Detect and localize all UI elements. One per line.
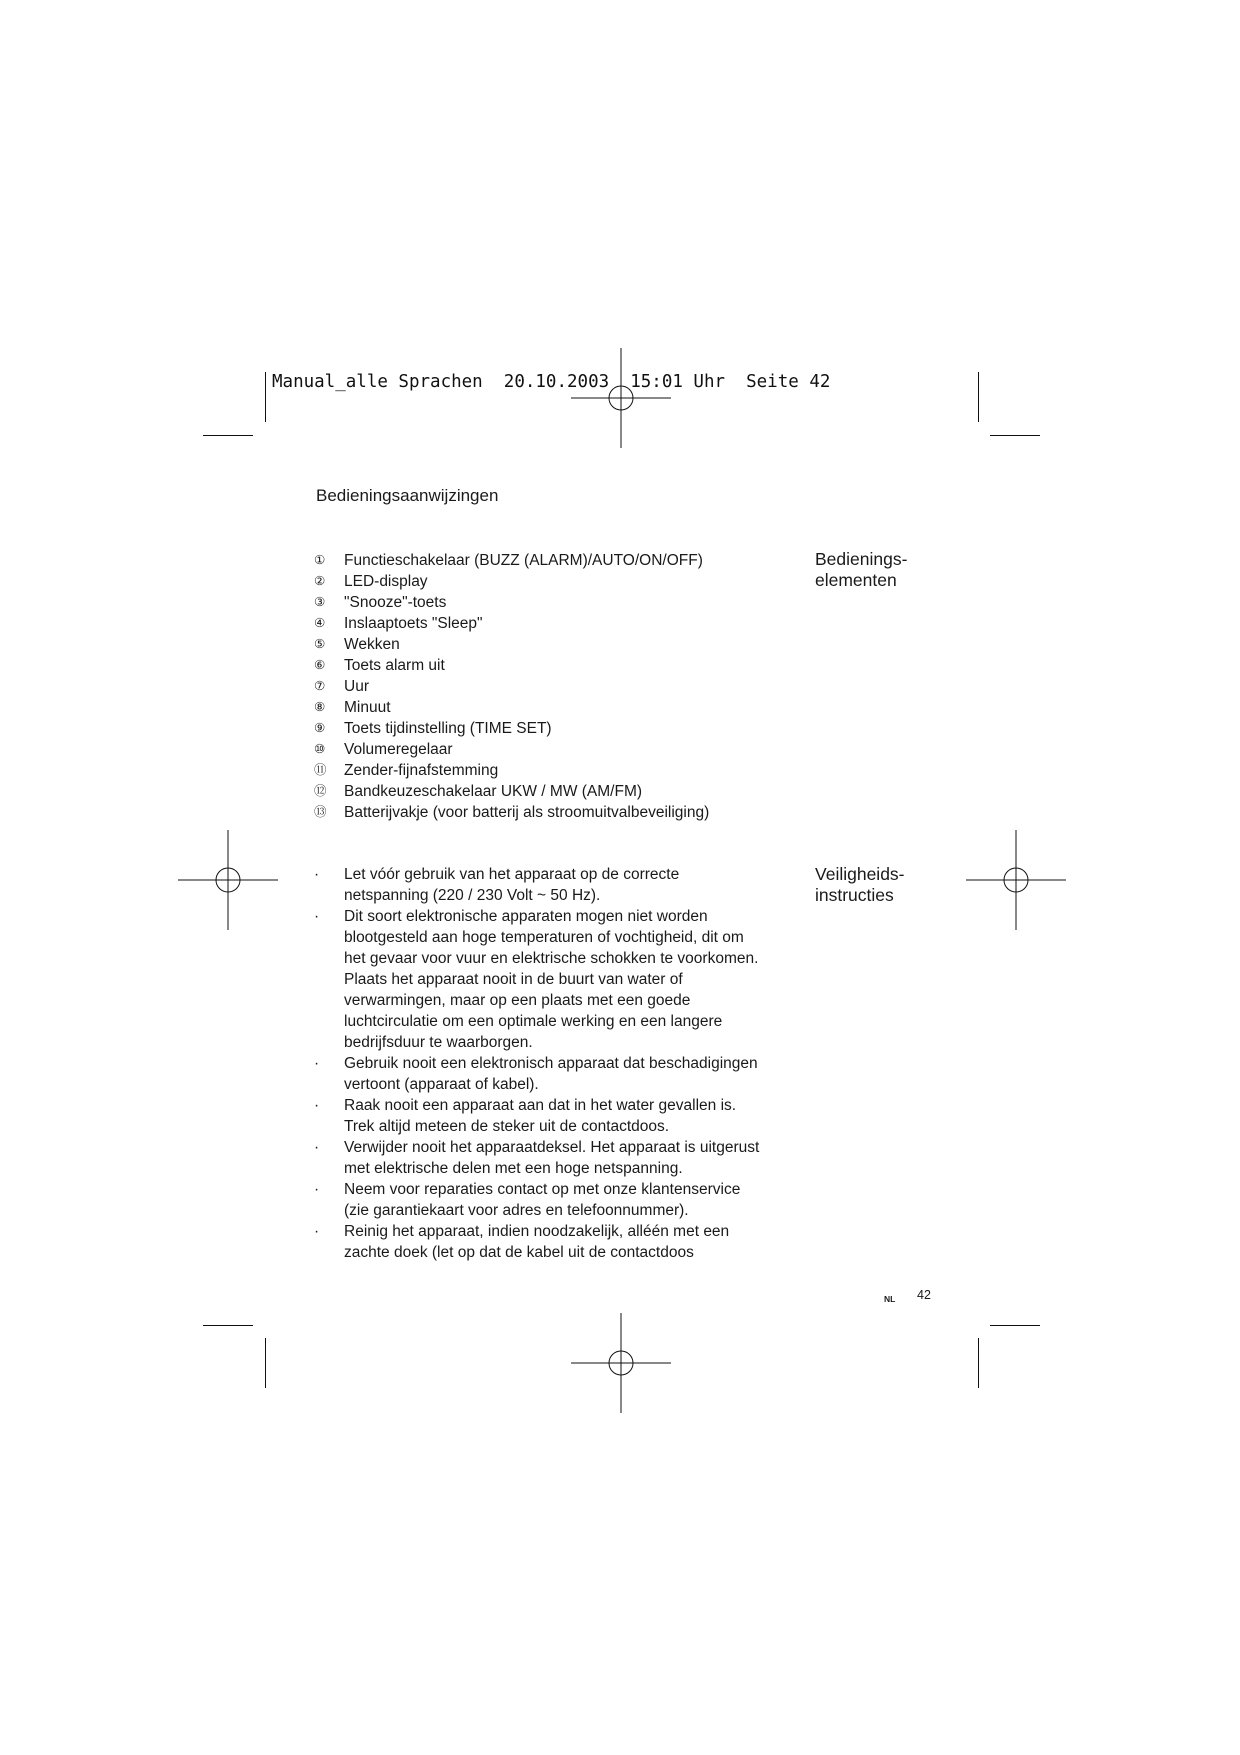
text-line: Let vóór gebruik van het apparaat op de correcte [344,866,680,883]
controls-list [314,550,709,823]
text-line: Dit soort elektronische apparaten mogen niet worden [344,908,708,925]
crop-mark-top-right-horizontal [990,435,1040,436]
item-label: Toets alarm uit [344,657,445,674]
safety-text [344,1179,740,1221]
list-item [314,613,709,634]
text-line: Trek altijd meteen de steker uit de contactdoos. [344,1118,670,1135]
item-number: ⑥ [314,658,326,672]
item-number: ① [314,553,326,567]
crop-mark-top-left-horizontal [203,435,253,436]
crop-mark-bottom-left-vertical [265,1338,266,1388]
item-number: ⑪ [314,763,327,777]
text-line: Plaats het apparaat nooit in de buurt van water of [344,971,683,988]
safety-item [314,1095,784,1137]
text-line: luchtcirculatie om een optimale werking en een langere [344,1013,723,1030]
item-number: ⑤ [314,637,326,651]
registration-mark-right [966,830,1066,930]
item-label: Wekken [344,636,400,653]
list-item [314,571,709,592]
text-line: Neem voor reparaties contact op met onze klantenservice [344,1181,741,1198]
side-heading-line: Bedienings- [815,549,908,569]
item-number: ⑩ [314,742,326,756]
safety-side-heading [815,864,905,906]
list-item [314,739,709,760]
text-line: Gebruik nooit een elektronisch apparaat dat beschadigingen [344,1055,758,1072]
item-label: Toets tijdinstelling (TIME SET) [344,720,552,737]
item-label: Minuut [344,699,391,716]
list-item [314,760,709,781]
list-item [314,592,709,613]
list-item [314,676,709,697]
list-item [314,550,709,571]
side-heading-line: elementen [815,570,897,590]
safety-text [344,1137,759,1179]
bullet: · [314,908,320,925]
controls-side-heading [815,549,907,591]
item-label: Bandkeuzeschakelaar UKW / MW (AM/FM) [344,783,643,800]
crop-mark-bottom-right-horizontal [990,1325,1040,1326]
safety-text [344,1095,736,1137]
text-line: netspanning (220 / 230 Volt ~ 50 Hz). [344,887,601,904]
text-line: (zie garantiekaart voor adres en telefoonnummer). [344,1202,689,1219]
bullet: · [314,1181,320,1198]
side-heading-line: Veiligheids- [815,864,905,884]
item-number: ⑬ [314,805,327,819]
item-number: ④ [314,616,326,630]
safety-text [344,1053,758,1095]
list-item [314,697,709,718]
list-item [314,802,709,823]
item-label: Zender-fijnafstemming [344,762,499,779]
safety-item [314,1179,784,1221]
safety-item [314,1137,784,1179]
text-line: verwarmingen, maar op een plaats met een goede [344,992,691,1009]
text-line: met elektrische delen met een hoge netspanning. [344,1160,683,1177]
page-number: 42 [917,1288,931,1302]
print-slug: Manual_alle Sprachen 20.10.2003 15:01 Uhr Seite 42 [272,372,831,392]
page-title: Bedieningsaanwijzingen [316,486,499,505]
safety-text [344,906,758,1053]
bullet: · [314,1097,320,1114]
item-label: Uur [344,678,369,695]
crop-mark-top-left-vertical [265,372,266,422]
list-item [314,655,709,676]
crop-mark-top-right-vertical [978,372,979,422]
registration-mark-bottom [571,1313,671,1413]
item-number: ⑦ [314,679,326,693]
item-number: ③ [314,595,326,609]
item-number: ⑨ [314,721,326,735]
safety-item [314,1053,784,1095]
text-line: Verwijder nooit het apparaatdeksel. Het apparaat is uitgerust [344,1139,760,1156]
text-line: Raak nooit een apparaat aan dat in het water gevallen is. [344,1097,737,1114]
safety-text [344,1221,729,1263]
text-line: vertoont (apparaat of kabel). [344,1076,539,1093]
item-number: ⑫ [314,784,327,798]
list-item [314,634,709,655]
item-label: Batterijvakje (voor batterij als stroomuitvalbeveiliging) [344,804,710,821]
item-label: Functieschakelaar (BUZZ (ALARM)/AUTO/ON/OFF) [344,552,703,569]
item-number: ⑧ [314,700,326,714]
list-item [314,781,709,802]
crop-mark-bottom-right-vertical [978,1338,979,1388]
safety-text [344,864,679,906]
text-line: Reinig het apparaat, indien noodzakelijk, alléén met een [344,1223,730,1240]
side-heading-line: instructies [815,885,894,905]
safety-item [314,906,784,1053]
item-label: LED-display [344,573,428,590]
language-code: NL [884,1294,896,1304]
bullet: · [314,1139,320,1156]
safety-list [314,864,784,1263]
bullet: · [314,1223,320,1240]
safety-item [314,1221,784,1263]
registration-mark-left [178,830,278,930]
item-label: Volumeregelaar [344,741,453,758]
bullet: · [314,866,320,883]
registration-mark-top [571,348,671,448]
bullet: · [314,1055,320,1072]
safety-item [314,864,784,906]
item-label: "Snooze"-toets [344,594,447,611]
item-label: Inslaaptoets "Sleep" [344,615,483,632]
text-line: het gevaar voor vuur en elektrische schokken te voorkomen. [344,950,759,967]
crop-mark-bottom-left-horizontal [203,1325,253,1326]
item-number: ② [314,574,326,588]
text-line: bedrijfsduur te waarborgen. [344,1034,533,1051]
list-item [314,718,709,739]
text-line: zachte doek (let op dat de kabel uit de contactdoos [344,1244,694,1261]
text-line: blootgesteld aan hoge temperaturen of vochtigheid, dit om [344,929,744,946]
